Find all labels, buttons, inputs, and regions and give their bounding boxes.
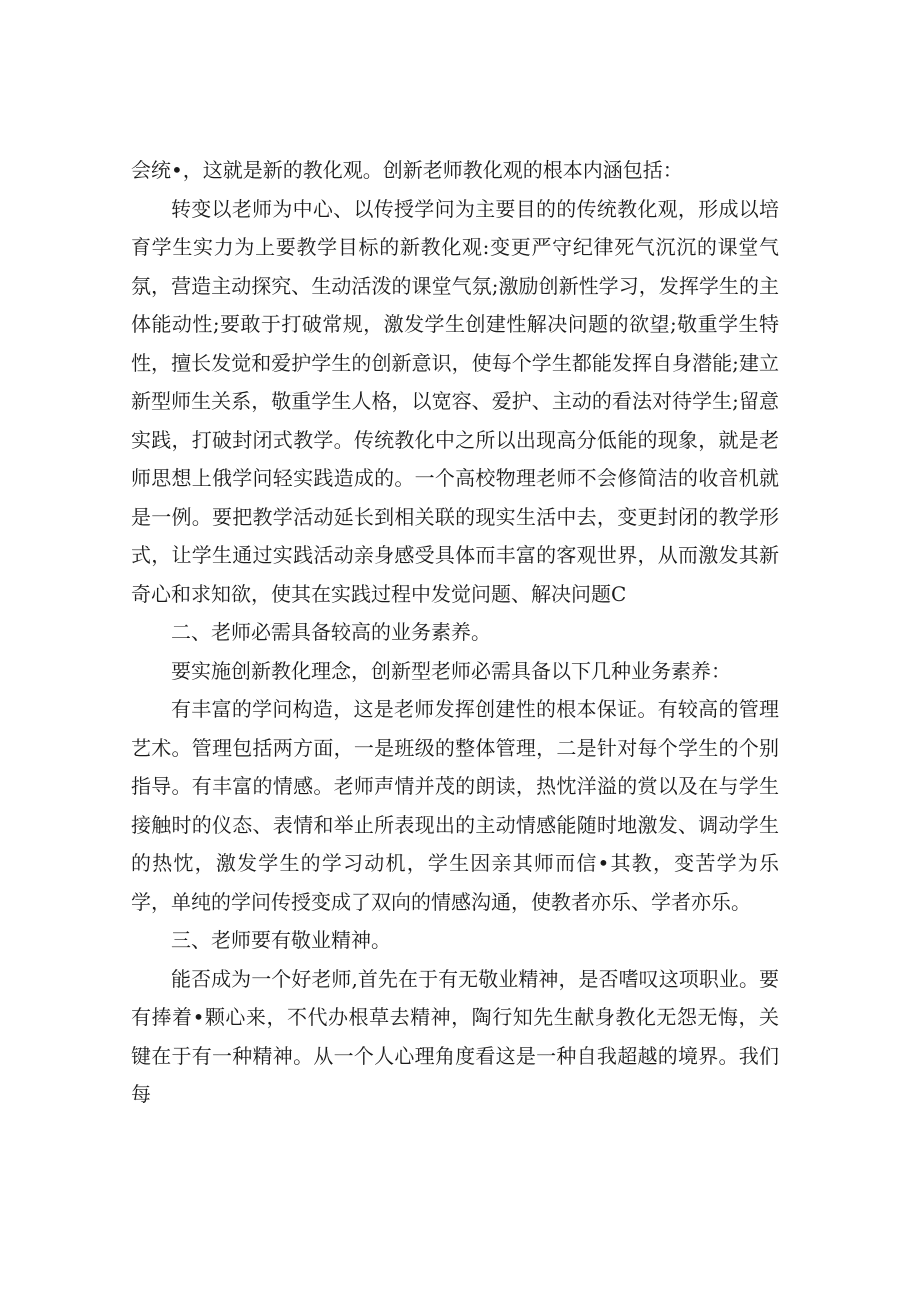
paragraph-quality-intro: 要实施创新教化理念，创新型老师必需具备以下几种业务素养： [171,658,731,683]
paragraph-dedication: 能否成为一个好老师,首先在于有无敬业精神，是否嗜叹这项职业。要有捧着•颗心来，不代办根草去精神，陶行知先生献身教化无怨无悔，关键在于有一种精神。从一个人心理角度看这是一种自我超越的境界。我们每 [131,966,779,1106]
paragraph-continuation: 会统•，这就是新的教化观。创新老师教化观的根本内涵包括： [131,158,683,182]
paragraph-quality-details: 有丰富的学问构造，这是老师发挥创建性的根本保证。有较高的管理艺术。管理包括两方面，一是班级的整体管理，二是针对每个学生的个别指导。有丰富的情感。老师声情并茂的朗读，热忱洋溢的赏以及在与学生接触时的仪态、表情和举止所表现出的主动情感能随时地激发、调动学生的热忱，激发学生的学习动机，学生因亲其师而信•其教，变苦学为乐学，单纯的学问传授变成了双向的情感沟通，使教者亦乐、学者亦乐。 [131,697,779,914]
section-heading-professional-quality: 二、老师必需具备较高的业务素养。 [171,620,491,644]
paragraph-teaching-concept: 转变以老师为中心、以传授学问为主要目的的传统教化观，形成以培育学生实力为上要教学目标的新教化观:变更严守纪律死气沉沉的课堂气氛，营造主动探究、生动活泼的课堂气氛;激励创新性学习，发挥学生的主体能动性;要敢于打破常规，激发学生创建性解决问题的欲望;敬重学生特性，擅长发觉和爱护学生的创新意识，使每个学生都能发挥自身潜能;建立新型师生关系，敬重学生人格，以宽容、爱护、主动的看法对待学生;留意实践，打破封闭式教学。传统教化中之所以出现高分低能的现象，就是老师思想上俄学问轻实践造成的。一个高校物理老师不会修简洁的收音机就是一例。要把教学活动延长到相关联的现实生活中去，变更封闭的教学形式，让学生通过实践活动亲身感受具体而丰富的客观世界，从而激发其新奇心和求知欲，使其在实践过程中发觉问题、解决问题C [131,196,779,606]
document-body [131,151,779,1114]
section-heading-dedication: 三、老师要有敬业精神。 [171,928,391,952]
